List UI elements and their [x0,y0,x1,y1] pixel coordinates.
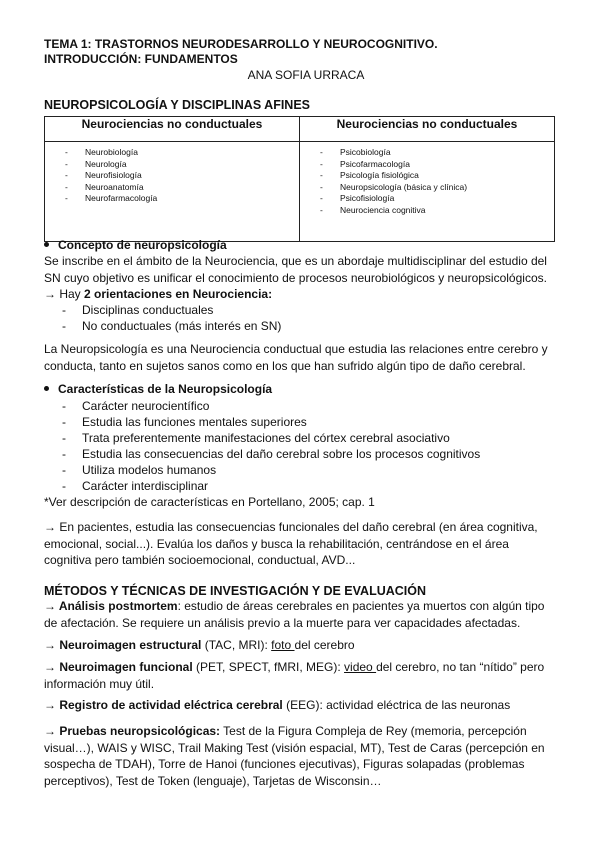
col1-list [45,147,299,205]
neuropsicologia-paragraph: La Neuropsicología es una Neurociencia conductual que estudia las relaciones entre cerebro y conducta, tanto en sujetos sanos como en los que han sufrido algún tipo de daño cerebral. [44,342,548,373]
list-item: - Neuropsicología (básica y clínica) [320,182,554,194]
list-item: - Carácter interdisciplinar [62,478,480,494]
pruebas-paragraph: → Pruebas neuropsicológicas: Test de la Figura Compleja de Rey (memoria, percepción visual…), WAIS y WISC, Trail Making Test (visión espacial, MT), Test de Caras (percepción en sospecha de TDAH), Torre de Hanoi (funciones ejecutivas), Figuras solapadas (problemas perceptivos), Test de Token (lenguaje), Tarjetas de Wisconsin… [44,724,545,788]
list-item: - No conductuales (más interés en SN) [62,318,281,334]
orientaciones-list [62,302,281,334]
section-heading-disciplinas: NEUROPSICOLOGÍA Y DISCIPLINAS AFINES [44,98,311,112]
doc-title-line2: INTRODUCCIÓN: FUNDAMENTOS [44,52,238,66]
list-item: - Psicofisiología [320,193,554,205]
concepto-heading [44,238,227,253]
concepto-paragraph: Se inscribe en el ámbito de la Neurociencia, que es un abordaje multidisciplinar del estudio del SN cuyo objetivo es unificar el conocimiento de procesos neurobiológicos y neuropsicológicos. [44,254,547,285]
postmortem-paragraph: → Análisis postmortem: estudio de áreas cerebrales en pacientes ya muertos con algún tipo de afectación. Se requiere un análisis previo a la muerte para ver capacidades afectadas. [44,599,545,630]
list-item: - Neurociencia cognitiva [320,205,554,217]
list-item: - Utiliza modelos humanos [62,462,480,478]
funcional-paragraph: → Neuroimagen funcional (PET, SPECT, fMRI, MEG): video del cerebro, no tan “nítido” pero información muy útil. [44,660,545,691]
caracteristicas-list [62,398,480,494]
concepto-heading-text: Concepto de neuropsicología [58,238,227,252]
portellano-note: *Ver descripción de características en Portellano, 2005; cap. 1 [44,495,375,509]
bullet-icon [44,242,49,247]
list-item: - Psicofarmacología [320,159,554,171]
table-cell-col2 [300,142,555,242]
list-item: - Estudia las funciones mentales superiores [62,414,480,430]
doc-title-line1: TEMA 1: TRASTORNOS NEURODESARROLLO Y NEUROCOGNITIVO. [44,37,438,51]
disciplines-table [44,116,555,242]
list-item: - Disciplinas conductuales [62,302,281,318]
list-item: - Estudia las consecuencias del daño cerebral sobre los procesos cognitivos [62,446,480,462]
col2-list [300,147,554,217]
author-name: ANA SOFIA URRACA [247,68,365,82]
pacientes-paragraph: → En pacientes, estudia las consecuencias funcionales del daño cerebral (en área cognitiva, emocional, social...). Evalúa los daños y busca la rehabilitación, centrándose en el área cognitiva pero también socioemocional, conductual, AVD... [44,520,538,567]
metodos-heading: MÉTODOS Y TÉCNICAS DE INVESTIGACIÓN Y DE EVALUACIÓN [44,584,427,598]
eeg-line: → Registro de actividad eléctrica cerebral (EEG): actividad eléctrica de las neuronas [44,698,511,712]
list-item: - Neurofisiología [65,170,299,182]
list-item: - Psicología fisiológica [320,170,554,182]
list-item: - Neurofarmacología [65,193,299,205]
bullet-icon [44,386,49,391]
caracteristicas-heading-text: Características de la Neuropsicología [58,382,273,396]
list-item: - Psicobiología [320,147,554,159]
list-item: - Neuroanatomía [65,182,299,194]
table-header-col1: Neurociencias no conductuales [45,117,300,142]
orientaciones-line: → Hay 2 orientaciones en Neurociencia: [44,287,273,301]
caracteristicas-heading [44,382,272,397]
list-item: - Neurología [65,159,299,171]
table-cell-col1 [45,142,300,242]
list-item: - Trata preferentemente manifestaciones del córtex cerebral asociativo [62,430,480,446]
list-item: - Carácter neurocientífico [62,398,480,414]
table-header-col2: Neurociencias no conductuales [300,117,555,142]
estructural-line: → Neuroimagen estructural (TAC, MRI): foto del cerebro [44,638,355,652]
list-item: - Neurobiología [65,147,299,159]
